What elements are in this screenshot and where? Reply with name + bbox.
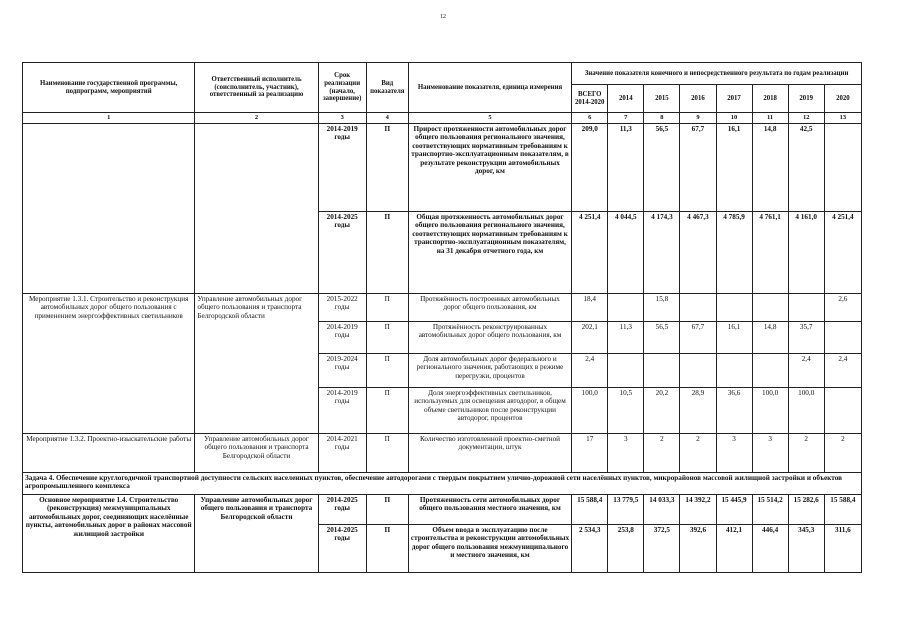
period-cell: 2014-2025 годы [318, 525, 366, 573]
value-cell: 3 [716, 434, 752, 473]
page-number: 12 [440, 14, 446, 20]
value-cell: 15 588,4 [572, 495, 608, 525]
header-year: 2018 [752, 85, 788, 113]
column-number: 9 [680, 113, 716, 124]
value-cell: 2,4 [572, 354, 608, 388]
value-cell: 392,6 [680, 525, 716, 573]
value-cell: 100,0 [572, 388, 608, 434]
value-cell: 20,2 [644, 388, 680, 434]
kind-cell: П [366, 354, 408, 388]
value-cell: 10,5 [608, 388, 644, 434]
indicator-cell: Протяжённость построенных автомобильных дорог общего пользования, км [408, 294, 571, 322]
column-number: 12 [788, 113, 824, 124]
column-number: 5 [408, 113, 571, 124]
header-program: Наименование государственной программы, подпрограмм, мероприятий [23, 63, 195, 113]
value-cell [716, 354, 752, 388]
value-cell: 36,6 [716, 388, 752, 434]
value-cell [824, 322, 861, 354]
header-year: 2015 [644, 85, 680, 113]
program-name-cell: Мероприятие 1.3.1. Строительство и реконструкция автомобильных дорог общего пользования с применением энергоэффективных светильников [23, 294, 195, 434]
value-cell: 13 779,5 [608, 495, 644, 525]
value-cell [788, 294, 824, 322]
table-row [23, 124, 862, 212]
indicator-cell: Количество изготовленной проектно-сметной документации, штук [408, 434, 571, 473]
value-cell: 15 588,4 [824, 495, 861, 525]
value-cell: 67,7 [680, 124, 716, 212]
value-cell: 2 [680, 434, 716, 473]
value-cell: 100,0 [788, 388, 824, 434]
value-cell: 2 534,3 [572, 525, 608, 573]
value-cell [716, 294, 752, 322]
value-cell [752, 354, 788, 388]
kind-cell: П [366, 212, 408, 294]
value-cell: 14 392,2 [680, 495, 716, 525]
value-cell: 2,4 [788, 354, 824, 388]
header-indicator: Наименование показателя, единица измерения [408, 63, 571, 113]
value-cell: 4 467,3 [680, 212, 716, 294]
indicators-table [22, 62, 862, 573]
value-cell: 28,9 [680, 388, 716, 434]
value-cell: 17 [572, 434, 608, 473]
value-cell: 18,4 [572, 294, 608, 322]
value-cell: 14 033,3 [644, 495, 680, 525]
column-number: 11 [752, 113, 788, 124]
value-cell: 2 [788, 434, 824, 473]
column-number: 8 [644, 113, 680, 124]
column-number: 3 [318, 113, 366, 124]
executor-cell [195, 124, 318, 294]
value-cell: 202,1 [572, 322, 608, 354]
column-number: 2 [195, 113, 318, 124]
value-cell: 4 251,4 [824, 212, 861, 294]
value-cell [608, 294, 644, 322]
period-cell: 2015-2022 годы [318, 294, 366, 322]
value-cell: 372,5 [644, 525, 680, 573]
kind-cell: П [366, 294, 408, 322]
value-cell: 3 [752, 434, 788, 473]
table-row [23, 495, 862, 525]
column-number: 7 [608, 113, 644, 124]
kind-cell: П [366, 525, 408, 573]
value-cell: 3 [608, 434, 644, 473]
column-number: 4 [366, 113, 408, 124]
kind-cell: П [366, 495, 408, 525]
period-cell: 2014-2019 годы [318, 124, 366, 212]
header-executor: Ответственный исполнитель (соисполнитель, участник), ответственный за реализацию [195, 63, 318, 113]
value-cell: 14,8 [752, 124, 788, 212]
value-cell: 15,8 [644, 294, 680, 322]
header-year: 2017 [716, 85, 752, 113]
period-cell: 2014-2025 годы [318, 495, 366, 525]
value-cell [824, 388, 861, 434]
value-cell: 4 251,4 [572, 212, 608, 294]
kind-cell: П [366, 124, 408, 212]
value-cell: 11,3 [608, 124, 644, 212]
value-cell: 56,5 [644, 322, 680, 354]
value-cell [608, 354, 644, 388]
column-number: 6 [572, 113, 608, 124]
table-row [23, 434, 862, 473]
value-cell [680, 294, 716, 322]
value-cell [680, 354, 716, 388]
column-number: 13 [824, 113, 861, 124]
executor-cell: Управление автомобильных дорог общего пользования и транспорта Белгородской области [195, 434, 318, 473]
executor-cell: Управление автомобильных дорог общего пользования и транспорта Белгородской области [195, 294, 318, 434]
value-cell: 56,5 [644, 124, 680, 212]
indicator-cell: Объем ввода в эксплуатацию после строительства и реконструкции автомобильных дорог общего пользования межмуниципального и местного значения, км [408, 525, 571, 573]
value-cell: 412,1 [716, 525, 752, 573]
header-year: 2016 [680, 85, 716, 113]
value-cell [644, 354, 680, 388]
column-number: 10 [716, 113, 752, 124]
value-cell: 42,5 [788, 124, 824, 212]
period-cell: 2014-2025 годы [318, 212, 366, 294]
value-cell: 209,0 [572, 124, 608, 212]
value-cell: 67,7 [680, 322, 716, 354]
header-kind: Вид показателя [366, 63, 408, 113]
header-year: 2019 [788, 85, 824, 113]
program-name-cell: Мероприятие 1.3.2. Проектно-изыскательские работы [23, 434, 195, 473]
value-cell [752, 294, 788, 322]
period-cell: 2014-2019 годы [318, 322, 366, 354]
indicator-cell: Общая протяженность автомобильных дорог общего пользования регионального значения, соответствующих нормативным требованиям к транспортно-эксплуатационным показателям, на 31 декабря отчетного года, км [408, 212, 571, 294]
value-cell: 253,8 [608, 525, 644, 573]
table-row [23, 294, 862, 322]
task-row [23, 473, 862, 495]
column-number: 1 [23, 113, 195, 124]
value-cell: 4 761,1 [752, 212, 788, 294]
value-cell: 15 282,6 [788, 495, 824, 525]
value-cell: 4 785,9 [716, 212, 752, 294]
header-year: 2014 [608, 85, 644, 113]
value-cell [824, 124, 861, 212]
value-cell: 2,6 [824, 294, 861, 322]
period-cell: 2019-2024 годы [318, 354, 366, 388]
indicator-cell: Протяженность сети автомобильных дорог общего пользования местного значения, км [408, 495, 571, 525]
value-cell: 4 161,0 [788, 212, 824, 294]
header-year: 2020 [824, 85, 861, 113]
value-cell: 11,3 [608, 322, 644, 354]
indicator-cell: Протяжённость реконструированных автомобильных дорог общего пользования, км [408, 322, 571, 354]
value-cell: 14,8 [752, 322, 788, 354]
indicator-cell: Доля автомобильных дорог федерального и регионального значения, работающих в режиме перегрузки, процентов [408, 354, 571, 388]
header-period: Срок реализации (начало, завершение) [318, 63, 366, 113]
task-title: Задача 4. Обеспечение круглогодичной транспортной доступности сельских населенных пунктов, обеспечение автодорогами с твердым покрытием улично-дорожной сети населённых пунктов, микрорайонов массовой жилищной застройки и объектов агропромышленного комплекса [23, 473, 862, 495]
value-cell: 311,6 [824, 525, 861, 573]
kind-cell: П [366, 388, 408, 434]
executor-cell: Управление автомобильных дорог общего пользования и транспорта Белгородской области [195, 495, 318, 573]
header-year: ВСЕГО 2014-2020 [572, 85, 608, 113]
value-cell: 15 445,9 [716, 495, 752, 525]
indicator-cell: Прирост протяженности автомобильных дорог общего пользования регионального значения, соответствующих нормативным требованиям к транспортно-эксплуатационным показателям, в результате реконструкции автомобильных дорог, км [408, 124, 571, 212]
value-cell: 100,0 [752, 388, 788, 434]
kind-cell: П [366, 322, 408, 354]
program-name-cell [23, 124, 195, 294]
value-cell: 446,4 [752, 525, 788, 573]
value-cell: 2 [644, 434, 680, 473]
value-cell: 35,7 [788, 322, 824, 354]
header-values-group: Значение показателя конечного и непосредственного результата по годам реализации [572, 63, 862, 85]
value-cell: 4 174,3 [644, 212, 680, 294]
value-cell: 4 044,5 [608, 212, 644, 294]
program-name-cell: Основное мероприятие 1.4. Строительство (реконструкция) межмуниципальных автомобильных дорог, соединяющих населённые пункты, автомобильных дорог в районах массовой жилищной застройки [23, 495, 195, 573]
kind-cell: П [366, 434, 408, 473]
value-cell: 16,1 [716, 322, 752, 354]
period-cell: 2014-2021 годы [318, 434, 366, 473]
period-cell: 2014-2019 годы [318, 388, 366, 434]
indicator-cell: Доля энергоэффективных светильников, используемых для освещения автодорог, в общем объеме светильников после реконструкции автодорог, процентов [408, 388, 571, 434]
value-cell: 15 514,2 [752, 495, 788, 525]
value-cell: 2 [824, 434, 861, 473]
value-cell: 16,1 [716, 124, 752, 212]
value-cell: 2,4 [824, 354, 861, 388]
value-cell: 345,3 [788, 525, 824, 573]
